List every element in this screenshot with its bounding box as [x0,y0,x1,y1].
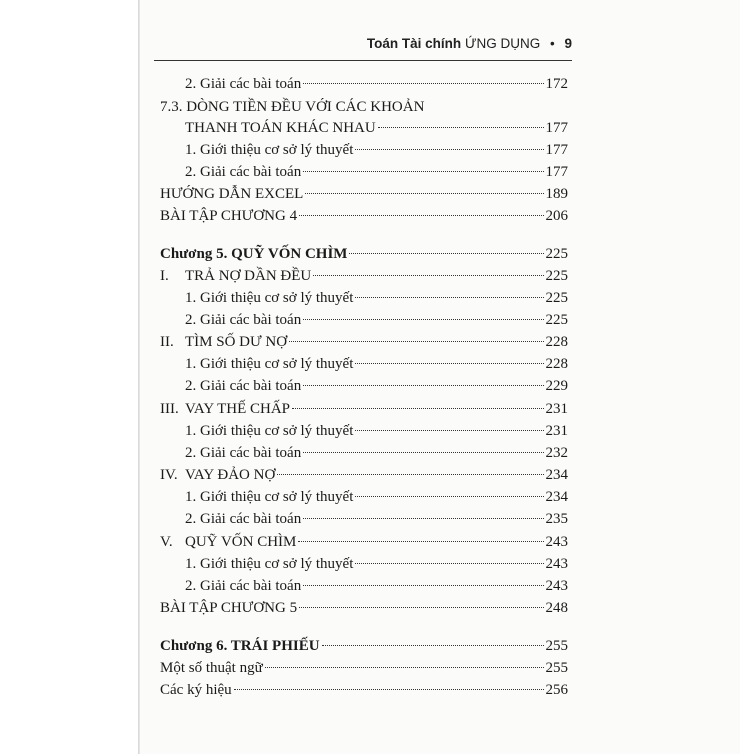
toc-entry: 2. Giải các bài toán 225 [185,312,568,328]
toc-entry: 2. Giải các bài toán 232 [185,445,568,461]
section-numeral: V. [160,534,173,550]
section-numeral: I. [160,268,169,284]
toc-chapter-heading: Chương 6. TRÁI PHIẾU 255 [160,638,568,654]
toc-entry: HƯỚNG DẪN EXCEL 189 [160,186,568,202]
toc-entry: BÀI TẬP CHƯƠNG 5 248 [160,600,568,616]
book-subtitle: ỨNG DỤNG [464,36,541,51]
toc-entry: 1. Giới thiệu cơ sở lý thuyết 243 [185,556,568,572]
toc-entry: Các ký hiệu 256 [160,682,568,698]
header-separator: • [549,36,555,51]
toc-entry: 1. Giới thiệu cơ sở lý thuyết 231 [185,423,568,439]
toc-section: VAY ĐẢO NỢ 234 [185,467,568,483]
toc-entry: THANH TOÁN KHÁC NHAU 177 [185,120,568,136]
toc-entry: 2. Giải các bài toán 243 [185,578,568,594]
toc-section: QUỸ VỐN CHÌM 243 [185,534,568,550]
section-numeral: III. [160,401,179,417]
toc-entry: Một số thuật ngữ 255 [160,660,568,676]
toc-entry: 2. Giải các bài toán 235 [185,511,568,527]
toc-entry: 1. Giới thiệu cơ sở lý thuyết 234 [185,489,568,505]
toc-entry: 1. Giới thiệu cơ sở lý thuyết 225 [185,290,568,306]
section-numeral: IV. [160,467,178,483]
toc-entry: 1. Giới thiệu cơ sở lý thuyết 228 [185,356,568,372]
toc-entry: 2. Giải các bài toán 172 [185,76,568,92]
toc-entry: 7.3. DÒNG TIỀN ĐỀU VỚI CÁC KHOẢN [160,99,425,115]
toc-entry: 2. Giải các bài toán 177 [185,164,568,180]
toc-entry: 2. Giải các bài toán 229 [185,378,568,394]
toc-section: TÌM SỐ DƯ NỢ 228 [185,334,568,350]
toc-chapter-heading: Chương 5. QUỸ VỐN CHÌM 225 [160,246,568,262]
toc-section: VAY THẾ CHẤP 231 [185,401,568,417]
toc-entry: BÀI TẬP CHƯƠNG 4 206 [160,208,568,224]
toc-entry: 1. Giới thiệu cơ sở lý thuyết 177 [185,142,568,158]
section-numeral: II. [160,334,174,350]
book-title: Toán Tài chính [366,36,462,51]
page-number: 9 [564,36,572,51]
toc-section: TRẢ NỢ DẦN ĐỀU 225 [185,268,568,284]
